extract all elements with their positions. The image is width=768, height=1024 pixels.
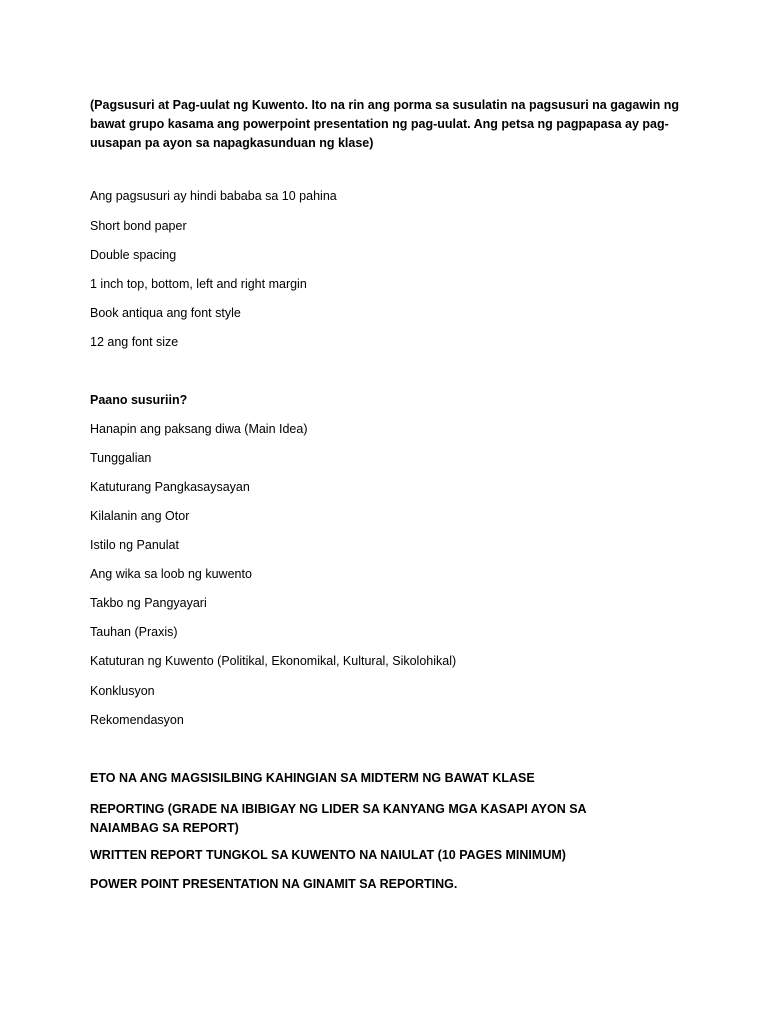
format-item: 12 ang font size [90,335,179,349]
requirement-item: POWER POINT PRESENTATION NA GINAMIT SA REPORTING. [90,877,458,891]
format-item: 1 inch top, bottom, left and right margin [90,277,307,291]
analysis-item: Rekomendasyon [90,713,184,727]
analysis-item: Ang wika sa loob ng kuwento [90,567,252,581]
analysis-item: Konklusyon [90,684,155,698]
analysis-item: Istilo ng Panulat [90,538,179,552]
format-item: Book antiqua ang font style [90,306,241,320]
analysis-item: Takbo ng Pangyayari [90,596,207,610]
analysis-item: Tauhan (Praxis) [90,625,178,639]
analysis-item: Kilalanin ang Otor [90,509,190,523]
intro-paragraph: (Pagsusuri at Pag-uulat ng Kuwento. Ito na rin ang porma sa susulatin na pagsusuri na gagawin ng bawat grupo kasama ang powerpoint presentation ng pag-uulat. Ang petsa ng pagpapasa ay pag-uusapan pa ayon sa napagkasunduan ng klase) [90,98,679,150]
requirement-item: ETO NA ANG MAGSISILBING KAHINGIAN SA MIDTERM NG BAWAT KLASE [90,771,535,785]
analysis-item: Hanapin ang paksang diwa (Main Idea) [90,422,308,436]
format-item: Double spacing [90,248,177,262]
format-item: Short bond paper [90,219,187,233]
analysis-item: Tunggalian [90,451,152,465]
format-item: Ang pagsusuri ay hindi bababa sa 10 pahina [90,189,337,203]
requirement-item: WRITTEN REPORT TUNGKOL SA KUWENTO NA NAIULAT (10 PAGES MINIMUM) [90,848,566,862]
analysis-item: Katuturang Pangkasaysayan [90,480,250,494]
analysis-heading: Paano susuriin? [90,393,188,407]
analysis-item: Katuturan ng Kuwento (Politikal, Ekonomikal, Kultural, Sikolohikal) [90,654,457,668]
requirement-item: REPORTING (GRADE NA IBIBIGAY NG LIDER SA KANYANG MGA KASAPI AYON SA NAIAMBAG SA REPORT) [90,802,587,835]
